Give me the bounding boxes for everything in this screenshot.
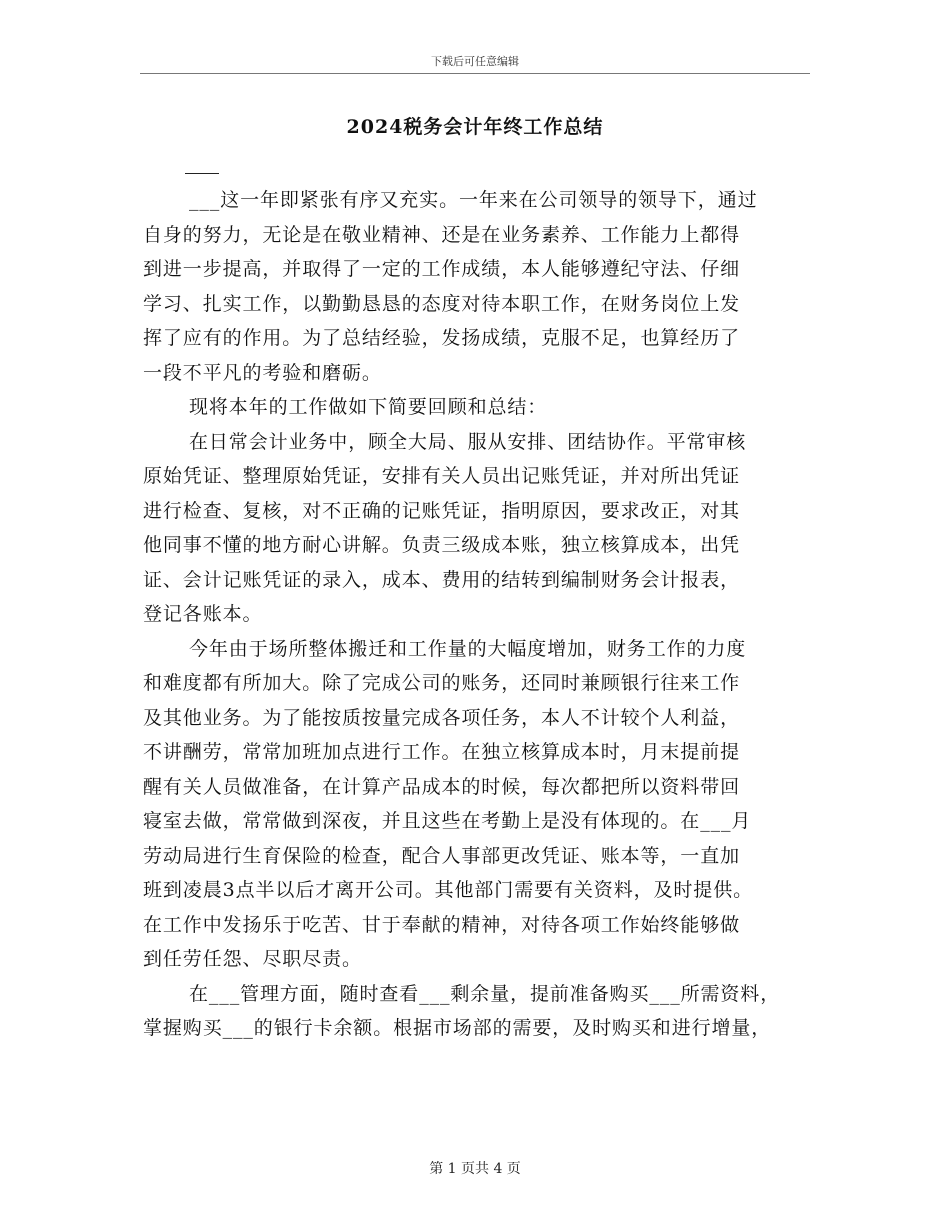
text-line: 到任劳任怨、尽职尽责。 — [143, 948, 362, 970]
header-divider — [140, 73, 810, 74]
header-note: 下载后可任意编辑 — [431, 55, 519, 68]
text-line: 他同事不懂的地方耐心讲解。负责三级成本账，独立核算成本，出凭 — [143, 534, 741, 556]
text-line: 及其他业务。为了能按质按量完成各项任务，本人不计较个人利益， — [143, 706, 741, 729]
text-line: 寝室去做，常常做到深夜，并且这些在考勤上是没有体现的。在___月 — [143, 810, 752, 832]
text-line: 在日常会计业务中，顾全大局、服从安排、团结协作。平常审核 — [189, 430, 747, 453]
text-line: 掌握购买___的银行卡余额。根据市场部的需要，及时购买和进行增量， — [143, 1017, 772, 1039]
text-line: 现将本年的工作做如下简要回顾和总结： — [189, 396, 548, 418]
text-line: 今年由于场所整体搬迁和工作量的大幅度增加，财务工作的力度 — [189, 637, 747, 660]
text-line: 和难度都有所加大。除了完成公司的账务，还同时兼顾银行往来工作 — [143, 672, 741, 694]
page-number: 第 1 页共 4 页 — [429, 1161, 521, 1177]
text-line: 到进一步提高，并取得了一定的工作成绩，本人能够遵纪守法、仔细 — [143, 258, 741, 280]
text-line: 原始凭证、整理原始凭证，安排有关人员出记账凭证，并对所出凭证 — [143, 465, 741, 487]
text-line: 醒有关人员做准备，在计算产品成本的时候，每次都把所以资料带回 — [143, 775, 741, 798]
text-line: 自身的努力，无论是在敬业精神、还是在业务素养、工作能力上都得 — [143, 223, 741, 246]
document-body — [143, 183, 823, 1046]
text-line: 挥了应有的作用。为了总结经验，发扬成绩，克服不足，也算经历了 — [143, 327, 741, 349]
text-line: 劳动局进行生育保险的检查，配合人事部更改凭证、账本等，一直加 — [143, 844, 741, 867]
text-line: 班到凌晨3点半以后才离开公司。其他部门需要有关资料，及时提供。 — [143, 879, 753, 901]
title-underline-mark — [185, 173, 219, 174]
text-line: 在___管理方面，随时查看___剩余量，提前准备购买___所需资料， — [189, 982, 781, 1005]
text-line: ___这一年即紧张有序又充实。一年来在公司领导的领导下，通过 — [189, 189, 758, 211]
text-line: 学习、扎实工作，以勤勤恳恳的态度对待本职工作，在财务岗位上发 — [143, 292, 741, 315]
text-line: 证、会计记账凭证的录入，成本、费用的结转到编制财务会计报表， — [143, 568, 741, 591]
text-line: 一段不平凡的考验和磨砺。 — [143, 361, 382, 384]
text-line: 在工作中发扬乐于吃苦、甘于奉献的精神，对待各项工作始终能够做 — [143, 913, 741, 936]
text-line: 登记各账本。 — [143, 603, 263, 625]
document-title: 2024税务会计年终工作总结 — [346, 116, 604, 138]
text-line: 不讲酬劳，常常加班加点进行工作。在独立核算成本时，月末提前提 — [143, 741, 741, 763]
text-line: 进行检查、复核，对不正确的记账凭证，指明原因，要求改正，对其 — [143, 499, 741, 522]
